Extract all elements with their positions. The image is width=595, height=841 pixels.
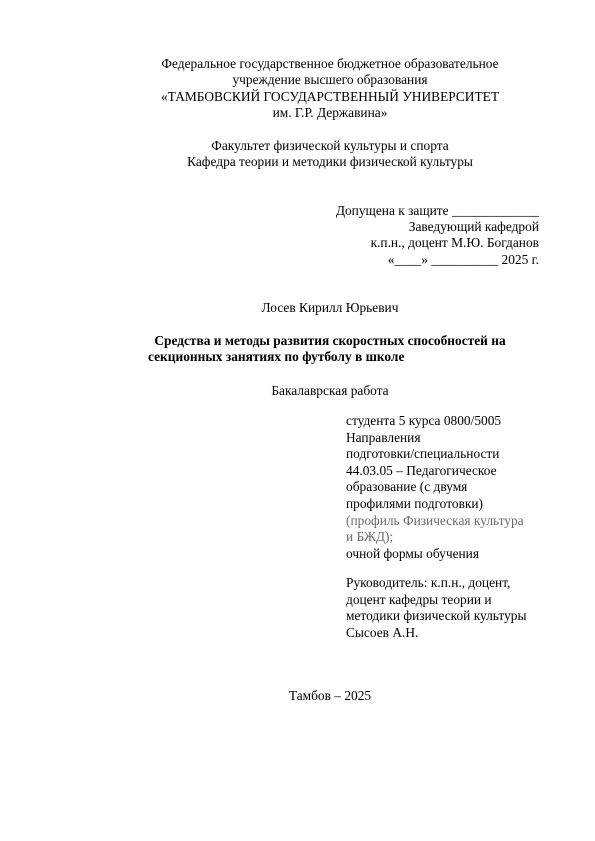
student-info-line-6: профилями подготовки): [346, 495, 484, 511]
student-info-line-7: (профиль Физическая культура: [346, 512, 524, 528]
university-header-line-1: Федеральное государственное бюджетное образовательное: [161, 56, 499, 71]
thesis-title-line-2: секционных занятиях по футболу в школе: [148, 349, 405, 364]
thesis-title-line-1: Средства и методы развития скоростных способностей на: [154, 333, 506, 348]
approval-line-2: Заведующий кафедрой: [408, 219, 539, 234]
student-info-line-2: Направления: [346, 429, 421, 445]
approval-line-3: к.п.н., доцент М.Ю. Богданов: [370, 235, 539, 250]
university-header-line-2: учреждение высшего образования: [232, 72, 428, 87]
approval-date-line: «____» __________ 2025 г.: [387, 252, 539, 267]
supervisor-info-line-4: Сысоев А.Н.: [346, 624, 419, 640]
student-info-line-3: подготовки/специальности: [346, 446, 500, 462]
author-name: Лосев Кирилл Юрьевич: [261, 300, 399, 315]
supervisor-info-line-2: доцент кафедры теории и: [346, 591, 492, 607]
supervisor-info-line-1: Руководитель: к.п.н., доцент,: [346, 575, 511, 590]
student-info-line-8: и БЖД);: [346, 529, 394, 545]
university-header-line-4: им. Г.Р. Державина»: [272, 105, 388, 120]
approval-line-1: Допущена к защите _____________: [335, 203, 539, 218]
work-type: Бакалаврская работа: [271, 383, 389, 398]
student-info: [346, 413, 546, 562]
city-year: Тамбов – 2025: [288, 688, 372, 703]
department-name: Кафедра теории и методики физической культуры: [187, 154, 473, 169]
faculty-name: Факультет физической культуры и спорта: [211, 138, 449, 153]
university-header-line-3: «ТАМБОВСКИЙ ГОСУДАРСТВЕННЫЙ УНИВЕРСИТЕТ: [160, 89, 499, 104]
supervisor-info: [346, 575, 546, 641]
student-info-line-9: очной формы обучения: [346, 545, 480, 561]
student-info-line-4: 44.03.05 – Педагогическое: [346, 462, 497, 478]
supervisor-info-line-3: методики физической культуры: [346, 608, 527, 624]
student-info-line-5: образование (с двумя: [346, 479, 468, 495]
student-info-line-1: студента 5 курса 0800/5005: [346, 413, 502, 428]
